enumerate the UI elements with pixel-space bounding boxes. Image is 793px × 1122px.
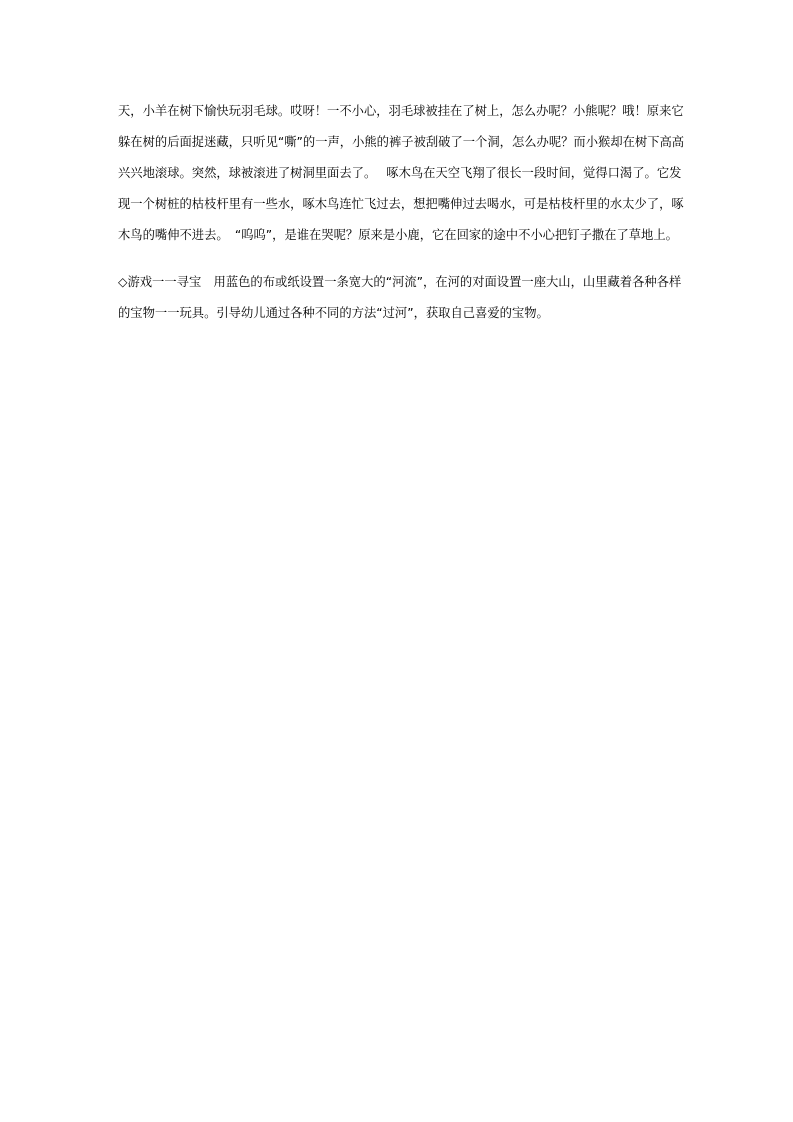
paragraph-spacer [118,251,678,267]
text-line: 的宝物一一玩具。引导幼儿通过各种不同的方法“过河”，获取自己喜爱的宝物。 [118,306,549,320]
text-line: ◇游戏一一寻宝 用蓝色的布或纸设置一条宽大的“河流”，在河的对面设置一座大山，山里藏着各种各样 [118,275,682,289]
text-line: 躲在树的后面捉迷藏，只听见“嘶”的一声，小熊的裤子被刮破了一个洞，怎么办呢？而小猴却在树下高高 [118,135,685,149]
text-line: 天，小羊在树下愉快玩羽毛球。哎呀！一不小心，羽毛球被挂在了树上，怎么办呢？小熊呢？哦！原来它 [118,104,684,118]
text-line: 兴兴地滚球。突然，球被滚进了树洞里面去了。 啄木鸟在天空飞翔了很长一段时间，觉得口渴了。它发 [118,166,682,180]
story-paragraph [118,96,685,251]
game-paragraph [118,267,682,329]
document-body [118,96,685,329]
text-line: 现一个树桩的枯枝杆里有一些水，啄木鸟连忙飞过去，想把嘴伸过去喝水，可是枯枝杆里的水太少了，啄 [118,197,684,211]
text-line: 木鸟的嘴伸不进去。 “呜呜”，是谁在哭呢？原来是小鹿，它在回家的途中不小心把钉子撒在了草地上。 [118,228,678,242]
